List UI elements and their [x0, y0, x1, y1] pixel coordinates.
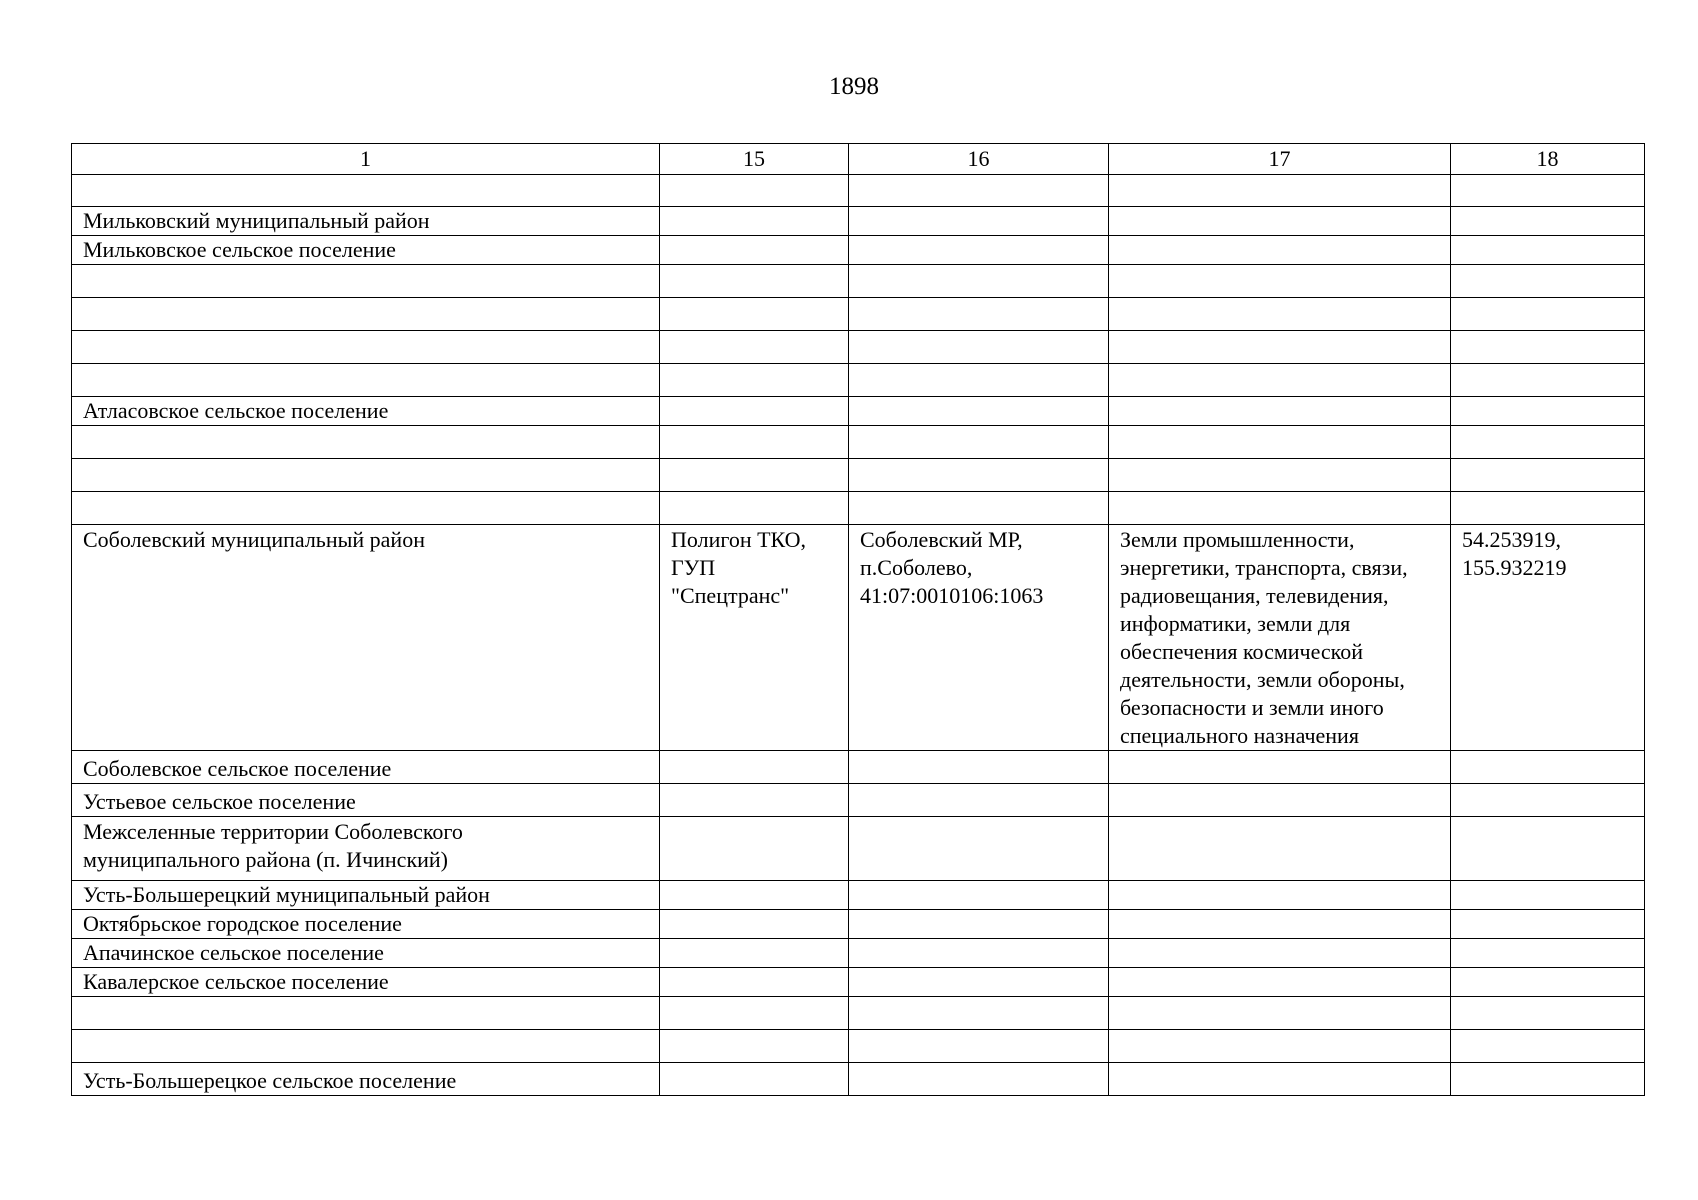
table-cell-col-15 — [660, 459, 849, 492]
table-row — [72, 364, 1645, 397]
table-header-row — [72, 144, 1645, 175]
table-cell-col-1: Мильковский муниципальный район — [72, 207, 660, 236]
table-cell-col-15: Полигон ТКО, ГУП "Спецтранс" — [660, 525, 849, 751]
table-cell-col-1: Усть-Большерецкий муниципальный район — [72, 881, 660, 910]
table-row — [72, 751, 1645, 784]
table-cell-col-15 — [660, 1063, 849, 1096]
table-cell-col-16 — [849, 265, 1109, 298]
table-cell-col-18 — [1451, 1030, 1645, 1063]
table-cell-col-16: Соболевский МР, п.Соболево, 41:07:0010106:1063 — [849, 525, 1109, 751]
table-cell-col-17 — [1109, 751, 1451, 784]
table-cell-col-15 — [660, 175, 849, 207]
table-cell-col-1: Апачинское сельское поселение — [72, 939, 660, 968]
table-cell-col-16 — [849, 364, 1109, 397]
table-cell-col-18 — [1451, 968, 1645, 997]
table-row — [72, 397, 1645, 426]
table-cell-col-16 — [849, 784, 1109, 817]
table-cell-col-1: Октябрьское городское поселение — [72, 910, 660, 939]
table-cell-col-18 — [1451, 492, 1645, 525]
table-cell-col-18: 54.253919, 155.932219 — [1451, 525, 1645, 751]
column-header-18: 18 — [1451, 144, 1645, 175]
table-cell-col-18 — [1451, 207, 1645, 236]
table-cell-col-16 — [849, 881, 1109, 910]
table-cell-col-16 — [849, 298, 1109, 331]
table-row — [72, 968, 1645, 997]
table-cell-col-17 — [1109, 207, 1451, 236]
table-cell-col-17 — [1109, 265, 1451, 298]
table-cell-col-15 — [660, 817, 849, 881]
table-cell-col-17 — [1109, 817, 1451, 881]
table-cell-col-1: Атласовское сельское поселение — [72, 397, 660, 426]
table-cell-col-1 — [72, 364, 660, 397]
table-cell-col-18 — [1451, 298, 1645, 331]
table-cell-col-18 — [1451, 459, 1645, 492]
table-cell-col-15 — [660, 968, 849, 997]
column-header-1: 1 — [72, 144, 660, 175]
table-cell-col-16 — [849, 939, 1109, 968]
table-cell-col-1 — [72, 426, 660, 459]
table-cell-col-16 — [849, 1063, 1109, 1096]
table-cell-col-16 — [849, 492, 1109, 525]
table-row — [72, 1063, 1645, 1096]
table-cell-col-15 — [660, 939, 849, 968]
table-cell-col-18 — [1451, 817, 1645, 881]
table-cell-col-17 — [1109, 939, 1451, 968]
table-row — [72, 426, 1645, 459]
table-cell-col-18 — [1451, 997, 1645, 1030]
table-cell-col-15 — [660, 207, 849, 236]
table-cell-col-15 — [660, 881, 849, 910]
table-cell-col-18 — [1451, 1063, 1645, 1096]
table-cell-col-15 — [660, 751, 849, 784]
table-cell-col-17 — [1109, 910, 1451, 939]
table-row — [72, 910, 1645, 939]
table-cell-col-16 — [849, 426, 1109, 459]
table-cell-col-18 — [1451, 364, 1645, 397]
table-cell-col-15 — [660, 492, 849, 525]
table-row — [72, 331, 1645, 364]
column-header-17: 17 — [1109, 144, 1451, 175]
table-cell-col-18 — [1451, 236, 1645, 265]
table-cell-col-17 — [1109, 426, 1451, 459]
table-cell-col-16 — [849, 1030, 1109, 1063]
table-cell-col-1 — [72, 997, 660, 1030]
table-cell-col-17 — [1109, 881, 1451, 910]
table-cell-col-18 — [1451, 426, 1645, 459]
table-cell-col-17 — [1109, 997, 1451, 1030]
table-row — [72, 236, 1645, 265]
table-cell-col-16 — [849, 331, 1109, 364]
table-cell-col-1 — [72, 298, 660, 331]
table-cell-col-16 — [849, 236, 1109, 265]
table-row — [72, 298, 1645, 331]
table-cell-col-1 — [72, 175, 660, 207]
table-row — [72, 175, 1645, 207]
table-row — [72, 525, 1645, 751]
table-row — [72, 939, 1645, 968]
table-cell-col-17 — [1109, 175, 1451, 207]
table-cell-col-18 — [1451, 784, 1645, 817]
table-cell-col-1: Межселенные территории Соболевского муниципального района (п. Ичинский) — [72, 817, 660, 881]
table-cell-col-15 — [660, 426, 849, 459]
table-row — [72, 459, 1645, 492]
table-cell-col-18 — [1451, 881, 1645, 910]
table-cell-col-1: Мильковское сельское поселение — [72, 236, 660, 265]
table-row — [72, 1030, 1645, 1063]
table-row — [72, 492, 1645, 525]
table-cell-col-18 — [1451, 331, 1645, 364]
table-cell-col-16 — [849, 459, 1109, 492]
page-number: 1898 — [829, 73, 879, 100]
table-cell-col-17 — [1109, 397, 1451, 426]
table-row — [72, 784, 1645, 817]
table-cell-col-16 — [849, 175, 1109, 207]
table-cell-col-16 — [849, 968, 1109, 997]
table-row — [72, 881, 1645, 910]
table-cell-col-17 — [1109, 492, 1451, 525]
table-cell-col-1 — [72, 459, 660, 492]
table-cell-col-17 — [1109, 1030, 1451, 1063]
table-cell-col-17 — [1109, 331, 1451, 364]
table-cell-col-15 — [660, 331, 849, 364]
data-table — [71, 143, 1645, 1096]
table-row — [72, 265, 1645, 298]
table-cell-col-1 — [72, 331, 660, 364]
table-cell-col-17 — [1109, 784, 1451, 817]
table-cell-col-16 — [849, 751, 1109, 784]
table-cell-col-1: Соболевское сельское поселение — [72, 751, 660, 784]
table-cell-col-15 — [660, 364, 849, 397]
table-cell-col-18 — [1451, 175, 1645, 207]
table-cell-col-18 — [1451, 751, 1645, 784]
table-cell-col-16 — [849, 817, 1109, 881]
table-cell-col-15 — [660, 298, 849, 331]
table-cell-col-17 — [1109, 968, 1451, 997]
table-cell-col-18 — [1451, 265, 1645, 298]
column-header-15: 15 — [660, 144, 849, 175]
table-row — [72, 207, 1645, 236]
table-cell-col-17: Земли промышленности, энергетики, транспорта, связи, радиовещания, телевидения, информатики, земли для обеспечения космической деятельности, земли обороны, безопасности и земли иного специального назначения — [1109, 525, 1451, 751]
table-cell-col-1 — [72, 492, 660, 525]
table-cell-col-17 — [1109, 298, 1451, 331]
table-cell-col-1: Усть-Большерецкое сельское поселение — [72, 1063, 660, 1096]
table-cell-col-1: Устьевое сельское поселение — [72, 784, 660, 817]
table-cell-col-15 — [660, 397, 849, 426]
table-cell-col-1: Соболевский муниципальный район — [72, 525, 660, 751]
table-cell-col-15 — [660, 236, 849, 265]
table-cell-col-18 — [1451, 397, 1645, 426]
column-header-16: 16 — [849, 144, 1109, 175]
table-cell-col-18 — [1451, 910, 1645, 939]
table-cell-col-17 — [1109, 1063, 1451, 1096]
table-row — [72, 997, 1645, 1030]
table-cell-col-15 — [660, 265, 849, 298]
table-cell-col-1 — [72, 265, 660, 298]
table-cell-col-16 — [849, 997, 1109, 1030]
table-cell-col-17 — [1109, 236, 1451, 265]
table-cell-col-15 — [660, 997, 849, 1030]
table-row — [72, 817, 1645, 881]
table-cell-col-16 — [849, 207, 1109, 236]
table-cell-col-17 — [1109, 459, 1451, 492]
table-cell-col-15 — [660, 784, 849, 817]
table-cell-col-15 — [660, 910, 849, 939]
table-cell-col-18 — [1451, 939, 1645, 968]
table-cell-col-17 — [1109, 364, 1451, 397]
table-cell-col-1 — [72, 1030, 660, 1063]
table-cell-col-15 — [660, 1030, 849, 1063]
table-cell-col-16 — [849, 910, 1109, 939]
table-cell-col-1: Кавалерское сельское поселение — [72, 968, 660, 997]
table-cell-col-16 — [849, 397, 1109, 426]
